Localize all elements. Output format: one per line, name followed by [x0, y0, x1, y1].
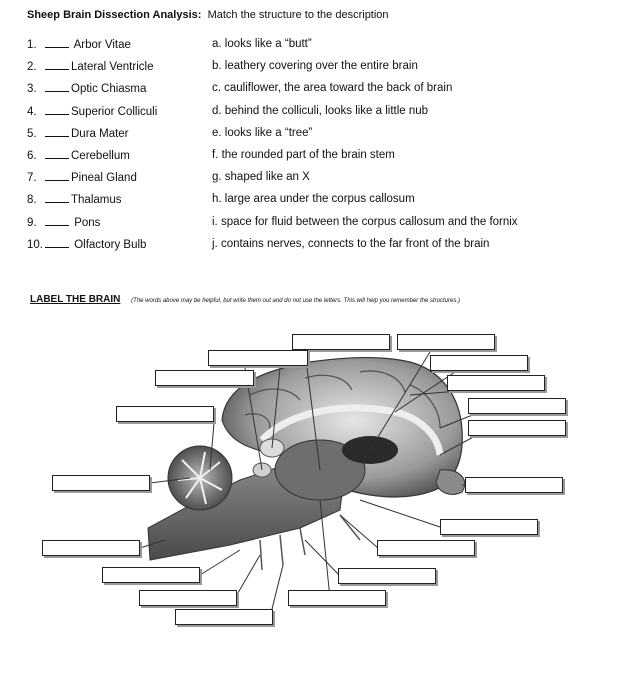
label-box[interactable] [116, 406, 214, 422]
description-item: a. looks like a “butt” [212, 38, 312, 50]
label-box[interactable] [397, 334, 495, 350]
structure-item-8: 8. Thalamus [27, 191, 207, 213]
label-box[interactable] [102, 567, 200, 583]
structure-item-1: 1. Arbor Vitae [27, 36, 207, 58]
label-heading: LABEL THE BRAIN [30, 294, 121, 305]
structure-item-10: 10. Olfactory Bulb [27, 236, 207, 258]
description-item: d. behind the colliculi, looks like a little nub [212, 104, 429, 117]
structure-item-2: 2. Lateral Ventricle [27, 58, 207, 80]
label-box[interactable] [377, 540, 475, 556]
structure-item-6: 6. Cerebellum [27, 147, 207, 169]
title-heading: Sheep Brain Dissection Analysis: [27, 9, 202, 21]
structure-item-9: 9. Pons [27, 214, 207, 236]
label-box[interactable] [468, 398, 566, 414]
description-item: g. shaped like an X [212, 171, 310, 184]
label-box[interactable] [42, 540, 140, 556]
label-box[interactable] [430, 355, 528, 371]
label-box[interactable] [155, 370, 254, 386]
label-box[interactable] [292, 334, 390, 350]
label-box[interactable] [288, 590, 386, 606]
description-item: c. cauliflower, the area toward the back of brain [212, 82, 453, 95]
label-box[interactable] [52, 475, 150, 491]
title-instruction: Match the structure to the description [207, 9, 389, 21]
label-box[interactable] [440, 519, 538, 535]
structure-item-7: 7. Pineal Gland [27, 169, 207, 191]
structure-item-5: 5. Dura Mater [27, 125, 207, 147]
structure-item-4: 4. Superior Colliculi [27, 103, 207, 125]
description-item: f. the rounded part of the brain stem [212, 148, 395, 161]
label-box[interactable] [447, 375, 545, 391]
label-box[interactable] [465, 477, 563, 493]
label-note: (The words above may be helpful, but write them out and do not use the letters. This will help you remember the structures.) [131, 298, 460, 304]
label-box[interactable] [338, 568, 436, 584]
label-box[interactable] [175, 609, 273, 625]
label-box[interactable] [139, 590, 237, 606]
description-item: j. contains nerves, connects to the far front of the brain [212, 237, 490, 250]
description-item: i. space for fluid between the corpus callosum and the fornix [212, 215, 518, 228]
label-box[interactable] [208, 350, 308, 366]
label-box[interactable] [468, 420, 566, 436]
description-item: h. large area under the corpus callosum [212, 193, 415, 206]
olfactory-bulb-shape [436, 470, 465, 495]
description-item: e. looks like a “tree” [212, 126, 313, 139]
structure-item-3: 3. Optic Chiasma [27, 80, 207, 102]
description-item: b. leathery covering over the entire brain [212, 60, 418, 73]
